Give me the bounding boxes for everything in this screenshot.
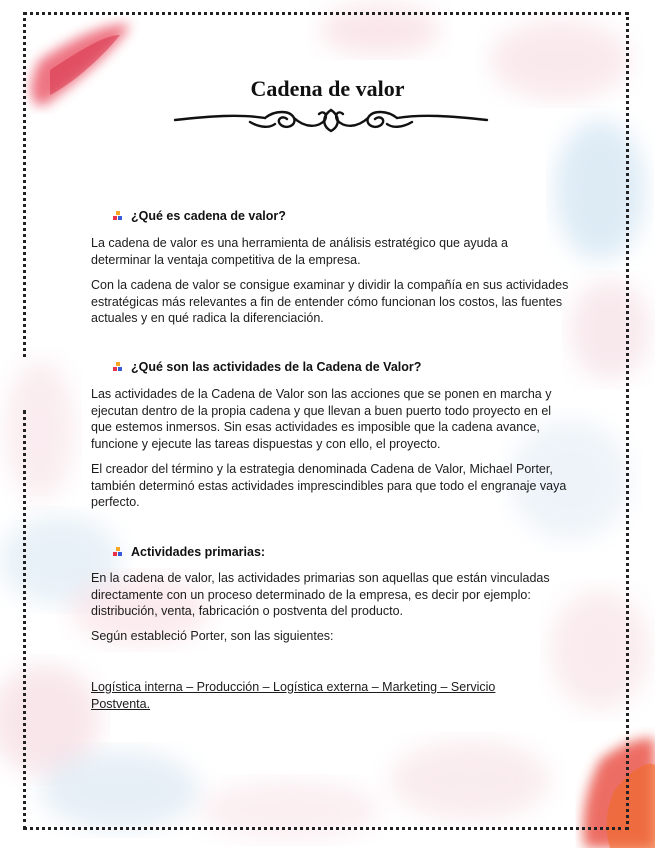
bullet-icon — [113, 211, 123, 221]
section-heading-text: Actividades primarias: — [131, 545, 266, 559]
paragraph: El creador del término y la estrategia denominada Cadena de Valor, Michael Porter, también determinó estas actividades imprescindibles para que todo el engranaje vaya perfecto. — [91, 462, 567, 509]
page-border-left-top — [23, 12, 26, 357]
page-title: Cadena de valor — [250, 76, 405, 101]
paragraph: Las actividades de la Cadena de Valor son las acciones que se ponen en marcha y ejecutan dentro de la propia cadena y que llevan a buen puerto todo proyecto en el que estemos inmersos. Sin esas actividades es imposible que la cadena avance, funcione y ejecute las tareas dispuestas y con ello, el proyecto. — [91, 387, 552, 451]
section-heading — [113, 360, 421, 374]
section-heading-text: ¿Qué son las actividades de la Cadena de Valor? — [131, 360, 422, 374]
section-heading — [113, 545, 265, 559]
activities-list-link[interactable]: Logística interna – Producción – Logística externa – Marketing – Servicio Postventa. — [91, 680, 496, 711]
section-heading — [113, 209, 286, 223]
paragraph: La cadena de valor es una herramienta de análisis estratégico que ayuda a determinar la ventaja competitiva de la empresa. — [91, 236, 508, 267]
bullet-icon — [113, 362, 123, 372]
section-heading-text: ¿Qué es cadena de valor? — [131, 209, 286, 223]
paragraph: Según estableció Porter, son las siguientes: — [91, 629, 334, 643]
bullet-icon — [113, 547, 123, 557]
paragraph: Con la cadena de valor se consigue examinar y dividir la compañía en sus actividades estratégicas más relevantes a fin de entender cómo funcionan los costos, las fuentes actuales y en qué radica la diferenciación. — [91, 278, 569, 325]
ornament-divider-icon — [170, 104, 492, 136]
paragraph: En la cadena de valor, las actividades primarias son aquellas que están vinculadas directamente con un proceso determinado de la empresa, es decir por ejemplo: distribución, venta, fabricación o postventa del producto. — [91, 571, 550, 618]
page-border-left-bottom — [23, 410, 26, 830]
